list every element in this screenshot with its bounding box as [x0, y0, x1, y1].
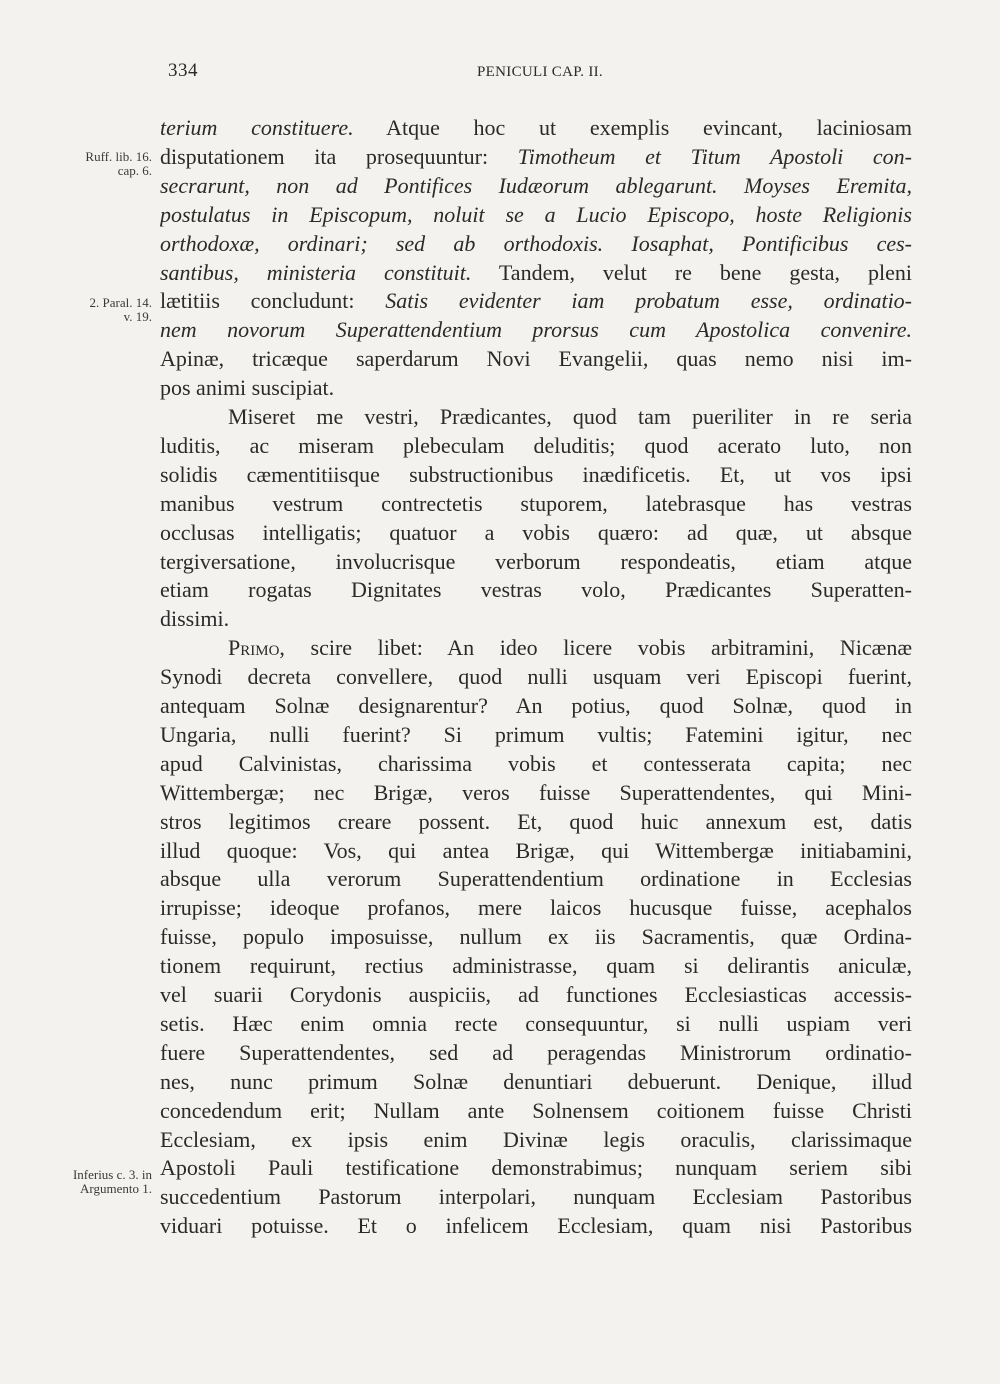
text-line — [160, 605, 912, 633]
text-segment: Atque hoc ut exemplis evincant, laciniosam — [353, 115, 912, 140]
text-segment: , scire libet: An ideo licere vobis arbitramini, Nicænæ — [279, 635, 912, 661]
text-line — [160, 345, 912, 373]
text-segment: Tandem, velut re bene gesta, pleni — [471, 259, 912, 285]
text-line — [160, 374, 912, 402]
text-segment: dissimi. — [160, 606, 230, 632]
text-segment: Synodi decreta convellere, quod nulli usquam veri Episcopi fuerint, — [160, 664, 912, 690]
margin-note-line: cap. 6. — [117, 163, 152, 178]
text-segment: irrupisse; ideoque profanos, mere laicos hucusque fuisse, acephalos — [160, 895, 912, 921]
text-segment: postulatus in Episcopum, noluit se a Lucio Episcopo, hoste Religionis — [160, 201, 912, 227]
text-line — [160, 548, 912, 576]
text-line — [160, 172, 912, 200]
text-segment: illud quoque: Vos, qui antea Brigæ, qui Wittembergæ initiabamini, — [160, 837, 912, 863]
text-line — [160, 1126, 912, 1154]
text-segment: luditis, ac miseram plebeculam deluditis; quod acerato luto, non — [160, 432, 912, 458]
text-segment: Wittembergæ; nec Brigæ, veros fuisse Superattendentes, qui Mini- — [160, 779, 912, 805]
text-line — [160, 923, 912, 951]
text-segment: Apinæ, tricæque saperdarum Novi Evangelii, quas nemo nisi im- — [160, 346, 912, 372]
text-line — [228, 403, 912, 431]
text-segment: orthodoxæ, ordinari; sed ab orthodoxis. Iosaphat, Pontificibus ces- — [160, 230, 912, 256]
text-line — [160, 576, 912, 604]
text-segment: secrarunt, non ad Pontifices Iudæorum ablegarunt. Moyses Eremita, — [160, 172, 912, 198]
text-line — [160, 230, 912, 258]
text-line — [160, 490, 912, 518]
text-line — [160, 981, 912, 1009]
text-segment: solidis cæmentitiisque substructionibus inædificetis. Et, ut vos ipsi — [160, 461, 912, 487]
running-head-wrapper — [0, 64, 1000, 81]
text-segment: setis. Hæc enim omnia recte consequuntur, si nulli uspiam veri — [160, 1010, 912, 1036]
text-segment: manibus vestrum contrectetis stuporem, latebrasque has vestras — [160, 490, 912, 516]
text-line — [160, 201, 912, 229]
margin-note-ruff — [58, 150, 152, 178]
text-line — [160, 692, 912, 720]
text-line — [160, 1183, 912, 1211]
text-segment: santibus, ministeria constituit. — [160, 259, 472, 285]
margin-note-line: 2. Paral. 14. — [89, 295, 152, 310]
text-segment: absque ulla verorum Superattendentium ordinatione in Ecclesias — [160, 866, 912, 892]
text-line — [160, 287, 912, 315]
text-segment: viduari potuisse. Et o infelicem Ecclesiam, quam nisi Pastoribus — [160, 1213, 912, 1239]
margin-note-line: Argumento 1. — [80, 1181, 152, 1196]
text-segment: Timotheum et Titum Apostoli con- — [517, 143, 912, 169]
text-line — [160, 1068, 912, 1096]
text-line — [160, 952, 912, 980]
text-segment: vel suarii Corydonis auspiciis, ad functiones Ecclesiasticas accessis- — [160, 982, 912, 1007]
text-segment: fuere Superattendentes, sed ad peragendas Ministrorum ordinatio- — [160, 1039, 912, 1065]
margin-note-line: Ruff. lib. 16. — [85, 149, 152, 164]
margin-note-inferius — [30, 1168, 152, 1196]
text-segment: tionem requirunt, rectius administrasse, quam si delirantis aniculæ, — [160, 953, 912, 979]
text-line — [160, 519, 912, 547]
text-line — [160, 1010, 912, 1038]
text-line — [160, 1212, 912, 1240]
text-segment: tergiversatione, involucrisque verborum respondeatis, etiam atque — [160, 548, 912, 574]
margin-note-line: v. 19. — [123, 309, 152, 324]
text-segment: Ungaria, nulli fuerint? Si primum vultis; Fatemini igitur, nec — [160, 721, 912, 747]
running-head: PENICULI CAP. II. — [477, 64, 603, 80]
text-line — [160, 461, 912, 489]
text-segment: disputationem ita prosequuntur: — [160, 143, 518, 169]
text-segment: pos animi suscipiat. — [160, 375, 335, 401]
text-segment: nes, nunc primum Solnæ denuntiari debuerunt. Denique, illud — [160, 1068, 912, 1094]
text-line — [160, 432, 912, 460]
text-segment: Ecclesiam, ex ipsis enim Divinæ legis oraculis, clarissimaque — [160, 1126, 912, 1152]
text-line — [160, 721, 912, 749]
text-segment: antequam Solnæ designarentur? An potius, quod Solnæ, quod in — [160, 693, 912, 718]
text-segment: fuisse, populo imposuisse, nullum ex iis Sacramentis, quæ Ordina- — [160, 924, 912, 950]
text-segment: terium constituere. — [160, 115, 354, 140]
text-line — [160, 779, 912, 807]
text-line — [160, 894, 912, 922]
text-line — [160, 143, 912, 171]
text-segment: Satis evidenter iam probatum esse, ordinatio- — [385, 288, 912, 314]
text-line — [228, 634, 912, 662]
page-number: 334 — [168, 60, 198, 81]
text-segment: succedentium Pastorum interpolari, nunquam Ecclesiam Pastoribus — [160, 1184, 912, 1210]
margin-note-line: Inferius c. 3. in — [72, 1167, 152, 1182]
text-line — [160, 750, 912, 778]
text-line — [160, 1039, 912, 1067]
text-line — [160, 865, 912, 893]
text-segment: lætitiis concludunt: — [160, 288, 386, 314]
text-segment: stros legitimos creare possent. Et, quod huic annexum est, datis — [160, 808, 912, 834]
text-line — [160, 316, 912, 344]
text-line — [160, 259, 912, 287]
text-segment: Miseret me vestri, Prædicantes, quod tam pueriliter in re seria — [228, 404, 912, 429]
text-segment: nem novorum Superattendentium prorsus cum Apostolica convenire. — [160, 317, 912, 343]
text-segment: concedendum erit; Nullam ante Solnensem coitionem fuisse Christi — [160, 1097, 912, 1123]
margin-note-paral — [50, 296, 152, 324]
text-line — [160, 663, 912, 691]
text-line — [160, 808, 912, 836]
text-line — [160, 1154, 912, 1182]
text-line — [160, 114, 912, 142]
text-segment: Primo — [228, 635, 280, 661]
text-segment: occlusas intelligatis; quatuor a vobis quæro: ad quæ, ut absque — [160, 519, 912, 545]
text-segment: apud Calvinistas, charissima vobis et contesserata capita; nec — [160, 750, 912, 776]
text-segment: etiam rogatas Dignitates vestras volo, Prædicantes Superatten- — [160, 577, 912, 603]
text-segment: Apostoli Pauli testificatione demonstrabimus; nunquam seriem sibi — [160, 1155, 912, 1181]
text-line — [160, 1097, 912, 1125]
text-line — [160, 837, 912, 865]
